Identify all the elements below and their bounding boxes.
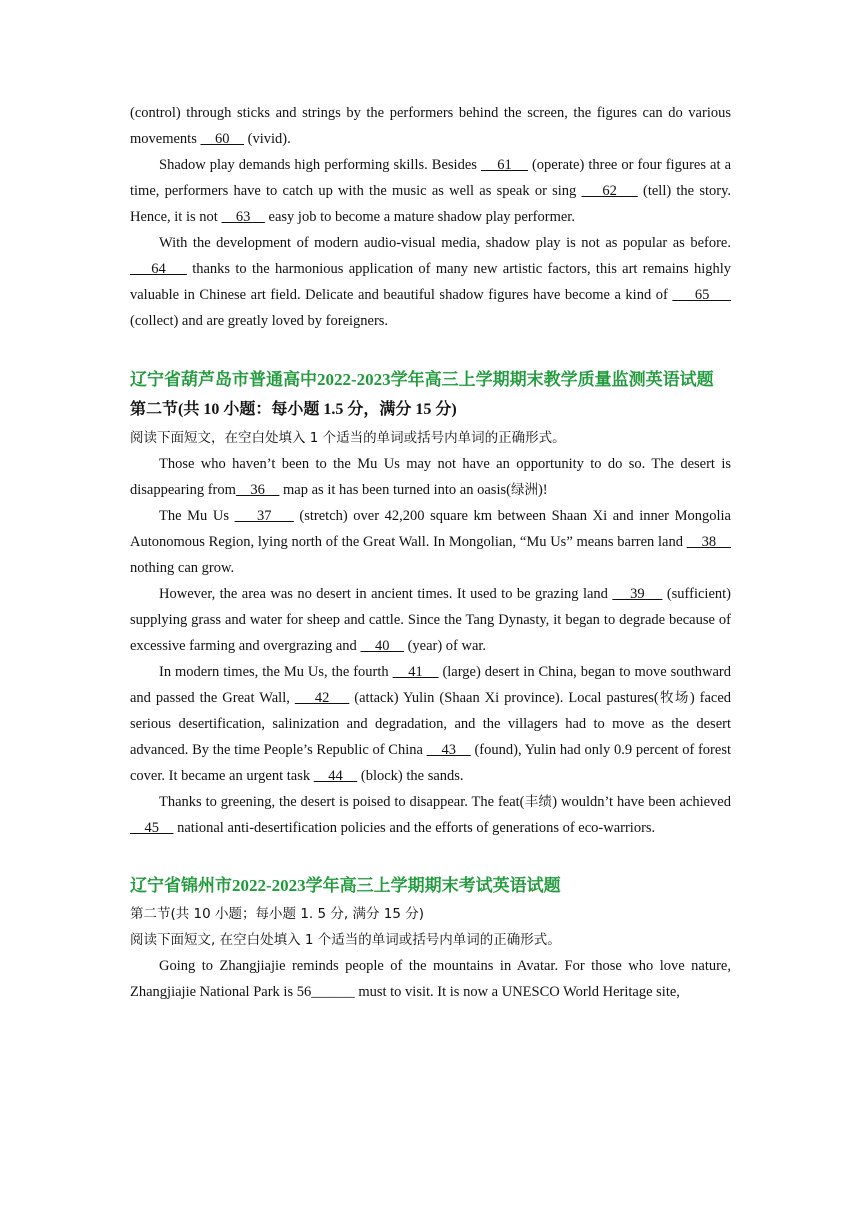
answer-blank: 44 <box>313 768 358 784</box>
answer-blank: 62 <box>581 183 638 199</box>
answer-blank: 43 <box>426 742 471 758</box>
answer-blank: 36 <box>235 482 280 498</box>
answer-blank: 41 <box>392 664 439 680</box>
instruction: 阅读下面短文，在空白处填入 1 个适当的单词或括号内单词的正确形式。 <box>130 430 566 446</box>
answer-blank: 38 <box>686 534 731 550</box>
answer-blank: 63 <box>221 209 265 225</box>
paragraph: (control) through sticks and strings by the performers behind the screen, the figures can do various movements 60 (vivid). <box>130 105 731 147</box>
answer-blank: 60 <box>200 131 244 147</box>
paragraph: Those who haven’t been to the Mu Us may not have an opportunity to do so. The desert is disappearing from 36 map as it has been turned into an oasis(绿洲)! <box>130 456 731 498</box>
paragraph: The Mu Us 37 (stretch) over 42,200 square km between Shaan Xi and inner Mongolia Autonomous Region, lying north of the Great Wall. In Mongolian, “Mu Us” means barren land 38 nothing can grow. <box>130 508 731 576</box>
answer-blank: 64 <box>130 261 187 277</box>
paragraph: Going to Zhangjiajie reminds people of the mountains in Avatar. For those who love nature, Zhangjiajie National Park is 56______ must to visit. It is now a UNESCO World Heritage site, <box>130 958 731 1000</box>
answer-blank: 42 <box>294 690 350 706</box>
section-subtitle: 第二节(共 10 小题；每小题 1. 5 分, 满分 15 分) <box>130 906 424 922</box>
section-subtitle: 第二节(共 10 小题：每小题 1.5 分，满分 15 分) <box>130 401 457 418</box>
answer-blank: 39 <box>612 586 663 602</box>
paragraph: However, the area was no desert in ancient times. It used to be grazing land 39 (sufficient) supplying grass and water for sheep and cattle. Since the Tang Dynasty, it began to degrade because of excessive farming and overgrazing and 40 (year) of war. <box>130 586 731 654</box>
answer-blank: 40 <box>360 638 404 654</box>
paragraph: Thanks to greening, the desert is poised to disappear. The feat(丰绩) wouldn’t have been achieved 45 national anti-desertification policies and the efforts of generations of eco-warriors. <box>130 794 731 836</box>
answer-blank: 37 <box>234 508 294 524</box>
instruction: 阅读下面短文, 在空白处填入 1 个适当的单词或括号内单词的正确形式。 <box>130 932 561 948</box>
section-title: 辽宁省锦州市2022-2023学年高三上学期期末考试英语试题 <box>130 876 561 895</box>
answer-blank: 45 <box>130 820 174 836</box>
paragraph: With the development of modern audio-visual media, shadow play is not as popular as before. 64 thanks to the harmonious application of many new artistic factors, this art remains highly valuable in Chinese art field. Delicate and beautiful shadow figures have become a kind of 65 (collect) and are greatly loved by foreigners. <box>130 235 732 329</box>
section-title: 辽宁省葫芦岛市普通高中2022-2023学年高三上学期期末教学质量监测英语试题 <box>130 370 714 389</box>
answer-blank: 61 <box>480 157 528 173</box>
paragraph: Shadow play demands high performing skills. Besides 61 (operate) three or four figures at a time, performers have to catch up with the music as well as speak or sing 62 (tell) the story. Hence, it is not 63 easy job to become a mature shadow play performer. <box>130 157 732 225</box>
paragraph: In modern times, the Mu Us, the fourth 41 (large) desert in China, began to move southward and passed the Great Wall, 42 (attack) Yulin (Shaan Xi province). Local pastures(牧场) faced serious desertification, salinization and degradation, and the villagers had to move as the desert advanced. By the time People’s Republic of China 43 (found), Yulin had only 0.9 percent of forest cover. It became an urgent task 44 (block) the sands. <box>130 664 732 784</box>
answer-blank: 65 <box>672 287 732 303</box>
document-page <box>130 100 731 1005</box>
